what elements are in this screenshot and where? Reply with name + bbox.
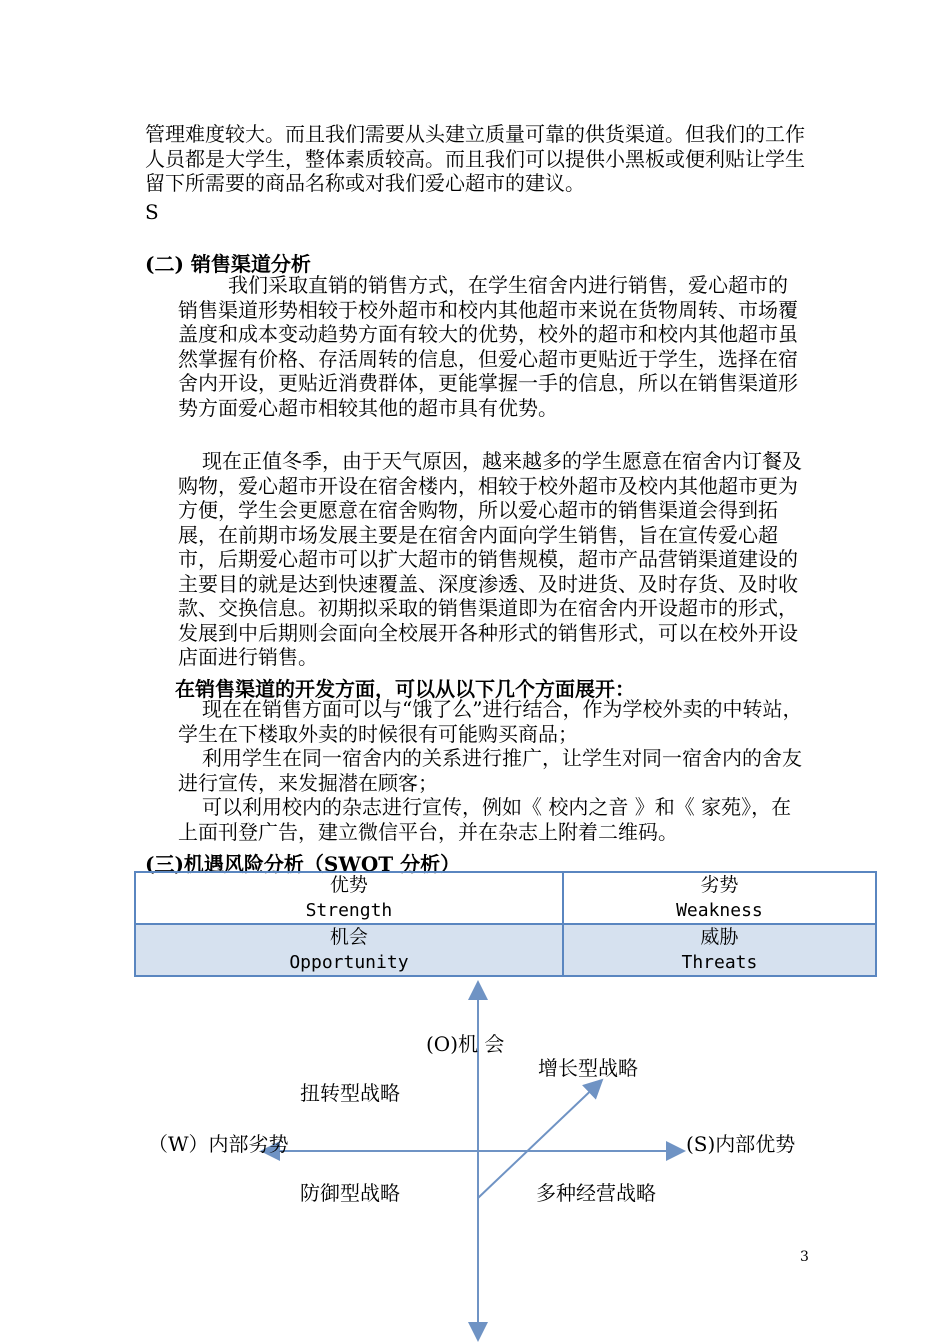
intro-paragraph: 管理难度较大。而且我们需要从头建立质量可靠的供货渠道。但我们的工作人员都是大学生，整体素质较高。而且我们可以提供小黑板或便利贴让学生留下所需要的商品名称或对我们爱心超市的建议。 (145, 122, 805, 195)
weakness-en: Weakness (676, 900, 763, 921)
growth-strategy-label: 增长型战略 (538, 1056, 638, 1080)
section2-title: (二) 销售渠道分析 (145, 252, 311, 276)
opportunity-cn: 机会 (329, 926, 368, 948)
diversified-strategy-label: 多种经营战略 (536, 1181, 656, 1205)
channel-item-1: 现在在销售方面可以与“饿了么”进行结合，作为学校外卖的中转站，学生在下楼取外卖的时候很有可能购买商品； (178, 697, 803, 746)
page-number: 3 (800, 1249, 809, 1265)
turnaround-strategy-label: 扭转型战略 (300, 1081, 400, 1105)
strength-axis-label: (S)内部优势 (686, 1132, 796, 1156)
development-title: 在销售渠道的开发方面，可以从以下几个方面展开： (175, 677, 635, 701)
opportunity-en: Opportunity (289, 952, 409, 973)
defensive-strategy-label: 防御型战略 (300, 1181, 400, 1205)
threats-cn: 威胁 (700, 926, 739, 948)
strength-en: Strength (305, 900, 393, 921)
strength-cn: 优势 (329, 874, 368, 896)
opportunity-axis-label: (O)机 会 (426, 1032, 505, 1056)
channel-item-3: 可以利用校内的杂志进行宣传，例如《 校内之音 》和《 家苑》，在上面刊登广告，建立微信平台，并在杂志上附着二维码。 (178, 795, 792, 844)
channel-item-2: 利用学生在同一宿舍内的关系进行推广，让学生对同一宿舍内的舍友进行宣传，来发掘潜在顾客； (178, 746, 802, 795)
section2-para2: 现在正值冬季，由于天气原因，越来越多的学生愿意在宿舍内订餐及购物，爱心超市开设在宿舍楼内，相较于校外超市及校内其他超市更为方便，学生会更愿意在宿舍购物，所以爱心超市的销售渠道会得到拓展，在前期市场发展主要是在宿舍内面向学生销售，旨在宣传爱心超市，后期爱心超市可以扩大超市的销售规模，超市产品营销渠道建设的主要目的就是达到快速覆盖、深度渗透、及时进货、及时存货、及时收款、交换信息。初期拟采取的销售渠道即为在宿舍内开设超市的形式，发展到中后期则会面向全校展开各种形式的销售形式，可以在校外开设店面进行销售。 (178, 449, 802, 669)
weakness-axis-label: （W）内部劣势 (148, 1132, 289, 1156)
weakness-cn: 劣势 (700, 874, 739, 896)
section3-title: (三)机遇风险分析（SWOT 分析） (145, 852, 461, 876)
stray-s: S (145, 200, 159, 224)
section2-para1: 我们采取直销的销售方式，在学生宿舍内进行销售，爱心超市的销售渠道形势相较于校外超市和校内其他超市来说在货物周转、市场覆盖度和成本变动趋势方面有较大的优势，校外的超市和校内其他超市虽然掌握有价格、存活周转的信息，但爱心超市更贴近于学生，选择在宿舍内开设，更贴近消费群体，更能掌握一手的信息，所以在销售渠道形势方面爱心超市相较其他的超市具有优势。 (178, 273, 798, 420)
threats-en: Threats (681, 952, 758, 973)
